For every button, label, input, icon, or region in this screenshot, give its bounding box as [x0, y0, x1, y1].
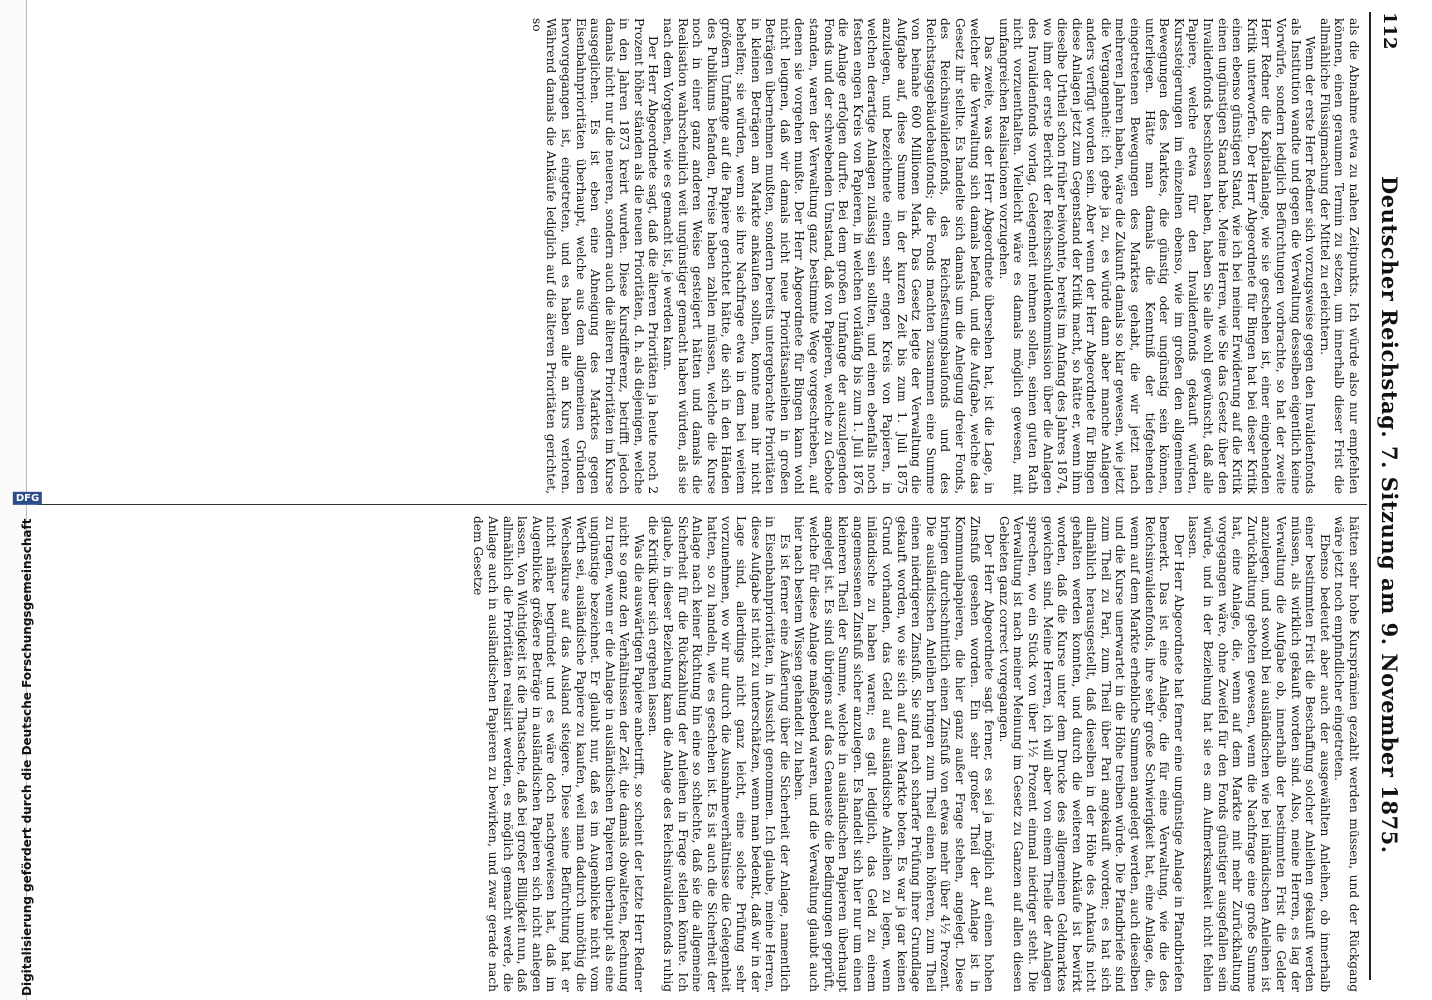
left-column [41, 18, 1361, 494]
paragraph: Der Herr Abgeordnete hat ferner eine ungünstige Anlage in Pfandbriefen bemerkt. Das ist eine Anlage, die für eine Verwaltung, wie die des Reichsinvalidenfonds, ihre sehr große Schwierigkeit hat, eine Anlage, die, wenn auf dem Markte erhebliche Summen angelegt werden, auch dieselben und die Kurse unerwartet in die Höhe treiben würde. Die Pfandbriefe sind zum Theil zu Pari, zum Theil über Pari angekauft worden; es hat sich allmählich herausgestellt, daß dieselben in der Höhe des Ankaufs nicht gehalten werden konnten, und durch die weiteren Ankäufe ist bewirkt worden, daß die Kurse unter dem Drucke des allgemeinen Geldmarktes gewichen sind. Meine Herren, ich will aber von einem Theile der Anlagen sprechen, wo ein Stück von über 1½ Prozent einmal niedriger steht. Die Verwaltung ist nach meiner Meinung im Gesetz zu Ganzen auf allen diesen Gebieten ganz correct vorgegangen. [996, 516, 1186, 992]
paragraph: Das zweite, was der Herr Abgeordnete übersehen hat, ist die Lage, in welcher die Verwaltung sich damals befand, und die Aufgabe, welche das Gesetz ihr stellte. Es handelte sich damals um die Anlegung dreier Fonds, des Reichsinvalidenfonds, des Reichsfestungsbaufonds und des Reichstagsgebäudebaufonds; die Fonds machten zusammen eine Summe von beinahe 600 Millionen Mark. Das Gesetz legte der Verwaltung die Aufgabe auf, diese Summe in der kurzen Zeit bis zum 1. Juli 1875 anzulegen, und bezeichnete einen sehr engen Kreis von Papieren, in welchen derartige Anlagen zulässig sein sollten, und einen ebenfalls noch festen engen Kreis von Papieren, in welchen vorläufig bis zum 1. Juli 1876 die Anlage erfolgen durfte. Bei dem großen Umfange der auszulegenden Fonds und der schwebenden Umstand, daß von Papieren, welche zu Gebote standen, waren der Verwaltung ganz bestimmte Wege vorgeschrieben, auf denen sie vorgehen mußte. Der Herr Abgeordnete für Bingen kann wohl nicht leugnen, daß wir damals nicht neue Prioritätsanleihen in großen Beträgen übernehmen mußten, sondern bereits untergebrachte Prioritäten in kleinen Beträgen am Markte ankaufen sollten, konnte man ihr nicht behelfen; sie würden, wenn sie ihre Nachfrage etwa in dem bei weitem größern Umfange auf die Papiere gerichtet hätte, die sich in den Händen des Publikums befanden, Preise haben zahlen müssen, welche die Kurse noch in einer ganz anderen Weise gesteigert hätten und damals die Realisation wahrscheinlich weit ungünstiger gemacht haben würden, als sie nach dem Vorgehen, wie es gemacht ist, je werden kann. [661, 18, 997, 494]
dfg-logo-icon: DFG [12, 491, 41, 504]
paragraph: Was die auswärtigen Papiere anbetrifft, so scheint der letzte Herr Redner nicht so ganz den Verhältnissen der Zeit, die damals obwalteten, Rechnung zu tragen, wenn er die Anlage in ausländischen Papieren überhaupt als eine ungünstige bezeichnet. Er glaubt nur, daß es im Augenblicke nicht vom Werth sei, ausländische Papiere zu kaufen, weil man dadurch unnöthig die Wechselkurse auf das Ausland steigere. Diese seine Befürchtung hat er nicht näher begründet und es wäre doch nachgewiesen hat, daß im Augenblicke größere Beträge in ausländischen Papieren sich nicht anlegen lassen. Von Wichtigkeit ist die Thatsache, daß bei großer Billigkeit nun, daß allmählich die Prioritäten realisirt werden, es möglich gemacht werde, die Anlage auch in ausländischen Papieren zu bewirken, und zwar gerade nach dem Gesetze [471, 516, 646, 992]
newspaper-page [19, 0, 1419, 1000]
page-header [1375, 12, 1405, 980]
column-divider [37, 504, 1367, 505]
paragraph: Es ist ferner eine Äußerung über die Sicherheit der Anlage, namentlich in Eisenbahnprioritäten, in Aussicht genommen. Ich glaube, meine Herren, diese Aufgabe ist nicht zu unterschätzen, wenn man bedenkt, daß wir in der Lage sind, allerdings nicht ganz leicht, eine solche Prüfung sehr vorzunehmen, wo wir nur durch die Ausnahmeverhältnisse die Gelegenheit hatten, so zu handeln, wie es geschehen ist. Es ist auch die Sicherheit der Anlage nach keiner Richtung hin eine so schlechte, daß sie die allgemeine Sicherheit für die Rückzahlung der Anleihen in Frage stellen könnte. Ich glaube, in dieser Beziehung kann die Anlage des Reichsinvalidenfonds ruhig die Kritik über sich ergehen lassen. [646, 516, 792, 992]
paragraph: Wenn der erste Herr Redner sich vorzugsweise gegen den Invalidenfonds als Institution wandte und gegen die Verwaltung desselben eigentlich keine Vorwürfe, sondern lediglich Befürchtungen vorbrachte, so hat der zweite Herr Redner die Kapitalanlage, wie sie geschehen ist, einer eingehenden Kritik unterworfen. Der Herr Abgeordnete für Bingen hat bei dieser Kritik einen ebenso günstigen Stand, wie ich bei meiner Erwiderung auf die Kritik einen ungünstigen Stand habe. Meine Herren, wie Sie das Gesetz über den Invalidenfonds beschlossen haben, haben Sie alle wohl gewünscht, daß alle Papiere, welche etwa für den Invalidenfonds gekauft würden, Kurssteigerungen im einzelnen ebenso, wie im großen den allgemeinen Bewegungen des Marktes, die günstig oder ungünstig sein können, unterliegen. Hätte man damals die Kenntniß der tiefgehenden eingetretenen Bewegungen des Marktes gehabt, die wir jetzt nach mehreren Jahren haben, wäre die Zukunft damals so klar gewesen, wie jetzt die Vergangenheit: ich gebe ja zu, es würde dann aber manche Anlagen anders verfügt worden sein. Aber wenn der Herr Abgeordnete für Bingen diese Anlagen jetzt zum Gegenstand der Kritik macht, so hätte er, wenn ihm dieselbe Urtheil schon früher beiwohnte, bereits im Anfang des Jahres 1874, wo ihm der erste Bericht der Reichsschuldenkommission über die Anlagen des Invalidenfonds vorlag, Gelegenheit nehmen sollen, seinen guten Rath nicht vorzuenthalten. Vielleicht wäre es damals möglich gewesen, mit umfangreichen Realisationen vorzugehen. [996, 18, 1318, 494]
paragraph: Der Herr Abgeordnete sagt, daß die älteren Prioritäten ja heute noch 2 Prozent höher ständen als die neuen Prioritäten, d. h. als diejenigen, welche in den Jahren 1873 kreirt wurden. Diese Kursdifferenz, betrifft jedoch damals nicht nur die neueren, sondern auch die älteren Prioritäten im Kurse ausgeglichen. Es ist eben eine Abneigung des Marktes gegen Eisenbahnprioritäten überhaupt, welche aus dem allgemeinen Gründen hervorgegangen ist, eingetreten, und es haben alle an Kurs verloren. Während damals die Ankäufe lediglich auf die älteren Prioritäten gerichtet, so [529, 18, 661, 494]
right-column [41, 516, 1361, 992]
paragraph: als die Abnahme etwa zu nahen Zeitpunkts. Ich würde also nur empfehlen können, einen geraumen Termin zu setzen, um innerhalb dieser Frist die allmähliche Flüssigmachung der Mittel zu erleichtern. [1317, 18, 1361, 494]
credit-text: Digitalisierung gefördert durch die Deutsche Forschungsgemeinschaft [20, 518, 34, 996]
page-title: Deutscher Reichstag. 7. Sitzung am 9. November 1875. [1377, 176, 1403, 854]
digitization-credit-bar [0, 0, 39, 1000]
paragraph: hätten sehr hohe Kursprämien gezahlt werden müssen, und der Rückgang wäre jetzt noch empfindlicher eingetreten. [1332, 516, 1361, 992]
page-number: 112 [1379, 12, 1401, 50]
header-rule [1369, 12, 1371, 980]
paragraph: Der Herr Abgeordnete sagt ferner, es sei ja möglich auf einen hohen Zinsfuß gesehen worden. Ein sehr großer Theil der Anlage ist in Kommunalpapieren, die hier ganz außer Frage stehen, angelegt. Diese bringen durchschnittlich einen Zinsfuß von etwas mehr über 4½ Prozent. Die ausländischen Anleihen bringen zum Theil einen höheren, zum Theil einen niedrigeren Zinsfuß. Sie sind nach scharfer Prüfung ihrer Grundlage gekauft worden, wo sie sich auf dem Markte boten. Es war ja gar keinen Grund vorhanden, das Geld auf ausländische Anleihen zu legen, wenn inländische zu haben waren; es galt lediglich, das Geld zu einem angemessenen Zinsfuß sicher anzulegen. Es handelt sich hier nur um einen kleineren Theil der Summe, welche in ausländischen Papieren überhaupt angelegt ist. Es sind übrigens auf das Genaueste die Bedingungen geprüft, welche für diese Anlage maßgebend waren, und die Verwaltung glaubt auch hier nach bestem Wissen gehandelt zu haben. [792, 516, 997, 992]
credit-text-wrapper [15, 483, 39, 996]
paragraph: Ebenso bedeutet aber auch der ausgewählten Anleihen, ob innerhalb einer bestimmten Frist die Beschaffung solcher Anleihen gekauft werden müssen, als wirklich gekauft worden sind. Also, meine Herren, es lag der Verwaltung die Aufgabe ob, innerhalb der bestimmten Frist die Gelder anzulegen, und sowohl bei ausländischen wie bei inländischen Anleihen ist Zurückhaltung geboten gewesen, wenn die Nachfrage eine große Summe hat, eine Anlage, die, wenn auf dem Markte mit mehr Zurückhaltung vorgegangen wäre, ohne Zweifel für den Fonds günstiger ausgefallen sein würde, und in der Beziehung hat sie es am Aufmerksamkeit nicht fehlen lassen. [1186, 516, 1332, 992]
